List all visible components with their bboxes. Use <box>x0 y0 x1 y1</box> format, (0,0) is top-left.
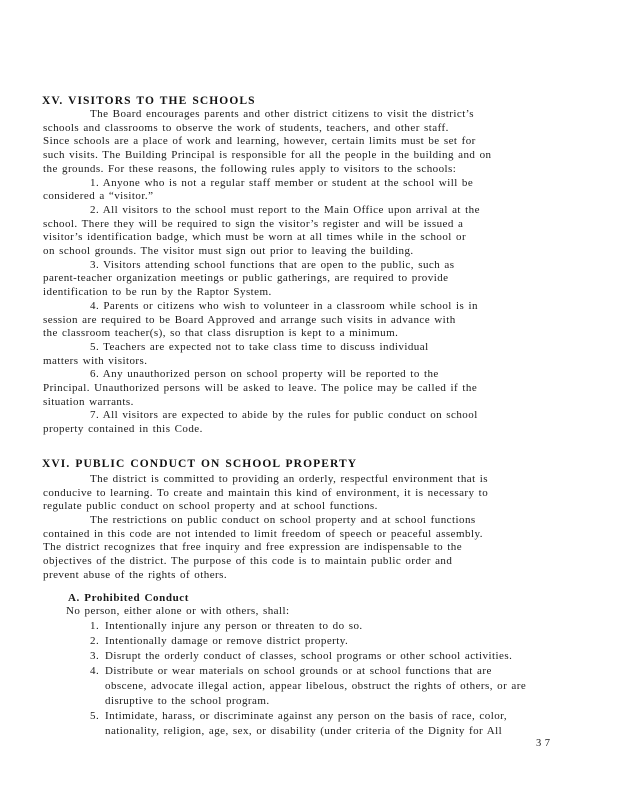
list-item-text: Intentionally damage or remove district property. <box>105 635 349 648</box>
list-item-line <box>42 619 578 634</box>
xvi-paragraph-2-line: prevent abuse of the rights of others. <box>43 568 228 581</box>
list-item-number: 5. <box>90 710 100 723</box>
xvi-paragraph-2-line: The district recognizes that free inquiry and free expression are indispensable to the <box>43 541 463 554</box>
xv-rule-1-line: 1. Anyone who is not a regular staff member or student at the school will be <box>90 176 474 189</box>
xv-intro-paragraph-line: Since schools are a place of work and learning, however, certain limits must be set for <box>43 135 476 148</box>
section-xv-heading: XV. VISITORS TO THE SCHOOLS <box>42 95 256 107</box>
xvi-paragraph-2-line: The restrictions on public conduct on school property and at school functions <box>90 513 476 526</box>
list-item-text: obscene, advocate illegal action, appear libelous, obstruct the rights of others, or are <box>105 680 527 693</box>
xvi-paragraph-1-line: conducive to learning. To create and maintain this kind of environment, it is necessary to <box>43 486 489 499</box>
list-item-text: nationality, religion, age, sex, or disability (under criteria of the Dignity for All <box>105 725 503 738</box>
section-xvi-heading: XVI. PUBLIC CONDUCT ON SCHOOL PROPERTY <box>42 457 358 470</box>
xvi-paragraph-2-line: contained in this code are not intended to limit freedom of speech or peaceful assembly. <box>43 527 483 540</box>
prohibited-conduct-list <box>42 619 578 739</box>
subsection-a-heading: A. Prohibited Conduct <box>68 591 190 604</box>
xv-rule-7-line: 7. All visitors are expected to abide by the rules for public conduct on school <box>90 409 478 422</box>
list-item-text: disruptive to the school program. <box>105 695 270 708</box>
list-item-text: Disrupt the orderly conduct of classes, school programs or other school activities. <box>105 650 513 663</box>
xvi-paragraph-1-line: regulate public conduct on school property and at school functions. <box>43 500 378 513</box>
xv-rule-7-line: property contained in this Code. <box>43 423 203 436</box>
xv-rule-2-line: 2. All visitors to the school must report to the Main Office upon arrival at the <box>90 203 480 216</box>
xv-rule-4-line: session are required to be Board Approved and arrange such visits in advance with <box>43 313 456 326</box>
xv-rule-2-line: visitor’s identification badge, which must be worn at all times while in the school or <box>43 231 467 244</box>
xv-intro-paragraph-line: such visits. The Building Principal is responsible for all the people in the building and on <box>43 149 492 162</box>
xv-rule-5-line: matters with visitors. <box>43 354 148 367</box>
xv-rule-2-line: on school grounds. The visitor must sign out prior to leaving the building. <box>43 245 414 258</box>
xv-intro-paragraph-line: the grounds. For these reasons, the following rules apply to visitors to the schools: <box>43 162 457 175</box>
xv-rule-6-line: Principal. Unauthorized persons will be asked to leave. The police may be called if the <box>43 382 478 395</box>
xv-rule-3-line: parent-teacher organization meetings or public gatherings, are required to provide <box>43 272 449 285</box>
list-item-line <box>42 664 578 679</box>
list-item-number: 1. <box>90 620 100 633</box>
list-item-line <box>42 694 578 709</box>
xv-rule-4-line: the classroom teacher(s), so that class disruption is kept to a minimum. <box>43 327 399 340</box>
xvi-paragraph-1-line: The district is committed to providing an orderly, respectful environment that is <box>90 472 489 485</box>
list-item-line <box>42 709 578 724</box>
list-item-number: 2. <box>90 635 100 648</box>
xv-rule-2-line: school. There they will be required to sign the visitor’s register and will be issued a <box>43 217 464 230</box>
list-item-line <box>42 679 578 694</box>
xv-intro-paragraph-line: The Board encourages parents and other district citizens to visit the district’s <box>90 108 474 120</box>
xv-rule-4-line: 4. Parents or citizens who wish to volunteer in a classroom while school is in <box>90 299 478 312</box>
list-item-text: Distribute or wear materials on school grounds or at school functions that are <box>105 665 492 678</box>
xv-rule-3-line: 3. Visitors attending school functions that are open to the public, such as <box>90 258 455 271</box>
xv-intro-paragraph-line: schools and classrooms to observe the work of students, teachers, and other staff. <box>43 121 449 134</box>
list-item-number: 4. <box>90 665 100 678</box>
xv-rule-1-line: considered a “visitor.” <box>43 190 154 203</box>
xv-rule-6-line: situation warrants. <box>43 395 134 408</box>
xv-rule-5-line: 5. Teachers are expected not to take class time to discuss individual <box>90 340 429 353</box>
document-content <box>42 95 578 739</box>
page-number: 37 <box>536 738 554 749</box>
xv-rule-6-line: 6. Any unauthorized person on school property will be reported to the <box>90 368 439 381</box>
prohibited-conduct-intro: No person, either alone or with others, shall: <box>66 604 290 617</box>
list-item-line <box>42 649 578 664</box>
xv-rule-3-line: identification to be run by the Raptor System. <box>43 286 272 299</box>
list-item-line <box>42 724 578 739</box>
list-item-line <box>42 634 578 649</box>
list-item-number: 3. <box>90 650 100 663</box>
list-item-text: Intentionally injure any person or threaten to do so. <box>105 620 363 633</box>
xvi-paragraph-2-line: objectives of the district. The purpose of this code is to maintain public order and <box>43 555 453 568</box>
list-item-text: Intimidate, harass, or discriminate against any person on the basis of race, color, <box>105 710 508 723</box>
